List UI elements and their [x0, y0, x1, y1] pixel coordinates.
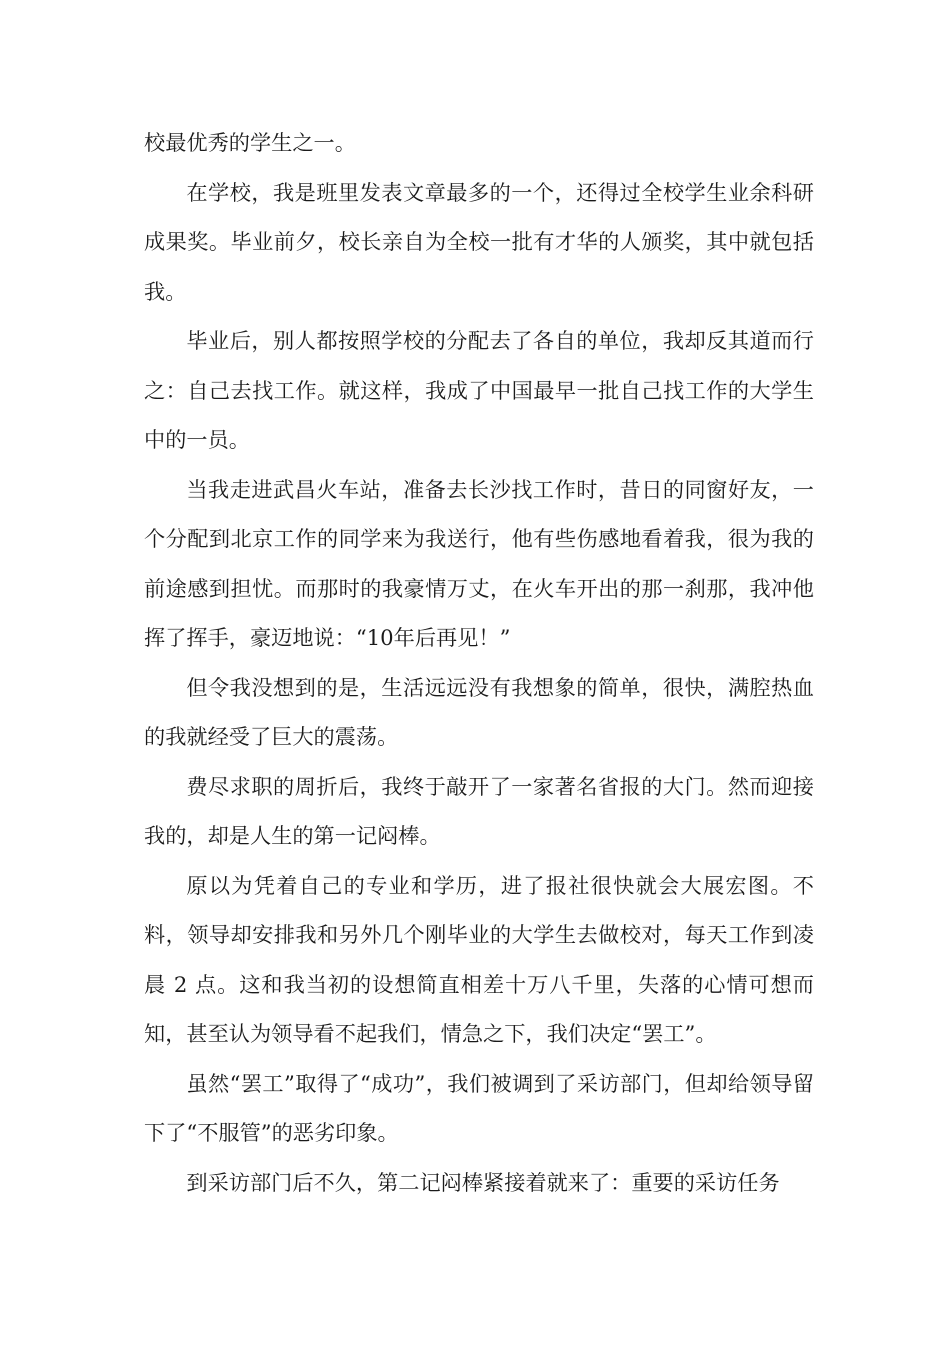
- article-body: [144, 118, 814, 1207]
- paragraph-continuation: 校最优秀的学生之一。: [144, 130, 356, 155]
- paragraph: 虽然“罢工”取得了“成功”，我们被调到了采访部门，但却给领导留下了“不服管”的恶劣印象。: [144, 1070, 814, 1145]
- paragraph: 到采访部门后不久，第二记闷棒紧接着就来了：重要的采访任务: [186, 1169, 780, 1195]
- paragraph: 费尽求职的周折后，我终于敲开了一家著名省报的大门。然而迎接我的，却是人生的第一记闷棒。: [144, 773, 814, 848]
- paragraph: 但令我没想到的是，生活远远没有我想象的简单，很快，满腔热血的我就经受了巨大的震荡。: [144, 674, 814, 749]
- paragraph: 毕业后，别人都按照学校的分配去了各自的单位，我却反其道而行之：自己去找工作。就这样，我成了中国最早一批自己找工作的大学生中的一员。: [144, 328, 814, 452]
- paragraph: 当我走进武昌火车站，准备去长沙找工作时，昔日的同窗好友，一个分配到北京工作的同学来为我送行，他有些伤感地看着我，很为我的前途感到担忧。而那时的我豪情万丈，在火车开出的那一刹那，我冲他挥了挥手，豪迈地说：“10年后再见！”: [144, 476, 814, 650]
- paragraph: 原以为凭着自己的专业和学历，进了报社很快就会大展宏图。不料，领导却安排我和另外几个刚毕业的大学生去做校对，每天工作到凌晨 2 点。这和我当初的设想简直相差十万八千里，失落的心情可想而知，甚至认为领导看不起我们，情急之下，我们决定“罢工”。: [144, 872, 814, 1046]
- paragraph: 在学校，我是班里发表文章最多的一个，还得过全校学生业余科研成果奖。毕业前夕，校长亲自为全校一批有才华的人颁奖，其中就包括我。: [144, 179, 814, 304]
